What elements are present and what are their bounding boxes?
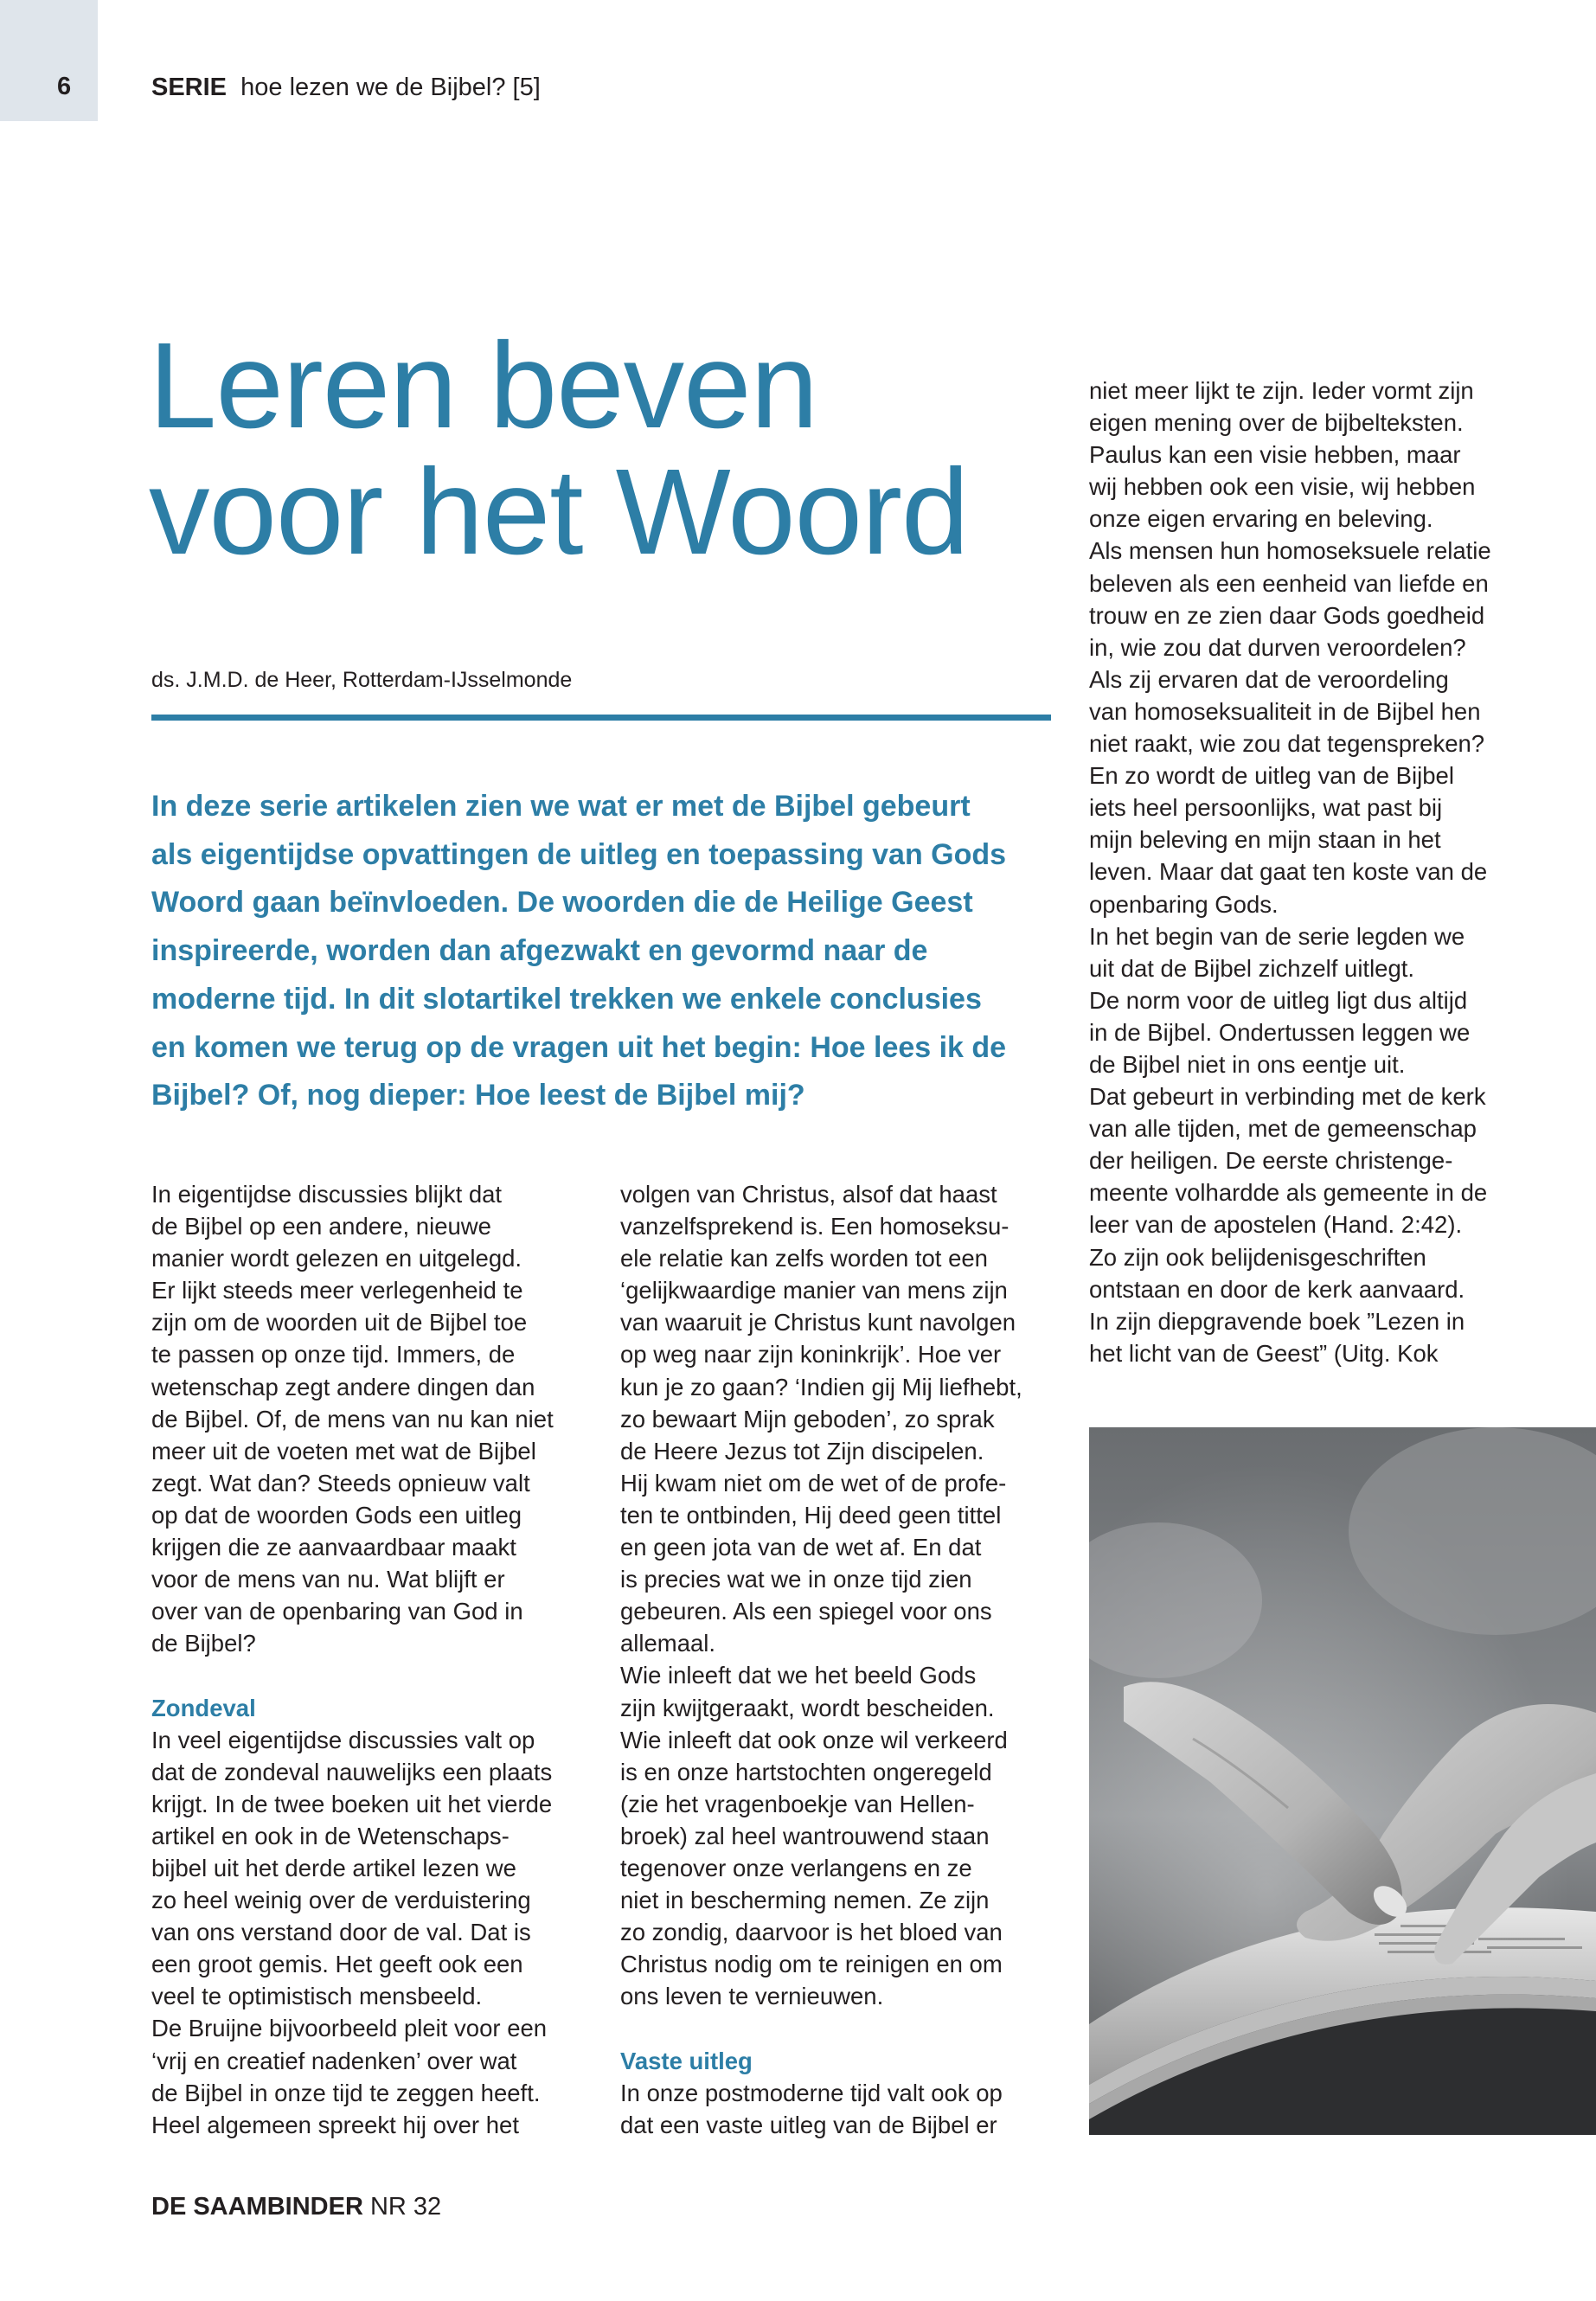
body-line: zo bewaart Mijn geboden’, zo sprak [620,1405,995,1433]
body-line: de Heere Jezus tot Zijn discipelen. [620,1437,984,1465]
body-line: wetenschap zegt andere dingen dan [151,1373,535,1400]
body-line: krijgen die ze aanvaardbaar maakt [151,1534,516,1561]
body-line: zijn om de woorden uit de Bijbel toe [151,1309,528,1336]
intro-line: Bijbel? Of, nog dieper: Hoe leest de Bijbel mij? [151,1079,805,1112]
body-line: In veel eigentijdse discussies valt op [151,1726,535,1753]
paragraph-gap [620,2012,1061,2044]
body-line: volgen van Christus, alsof dat haast [620,1181,997,1208]
body-line: (zie het vragenboekje van Hellen- [620,1790,975,1817]
body-line: ‘gelijkwaardige manier van mens zijn [620,1277,1008,1304]
article-intro [151,783,1060,1120]
body-line: zijn kwijtgeraakt, wordt bescheiden. [620,1694,995,1721]
body-line: Er lijkt steeds meer verlegenheid te [151,1277,523,1304]
page-number: 6 [57,73,72,100]
body-line: vanzelfsprekend is. Een homoseksu- [620,1213,1010,1240]
body-line: de Bijbel niet in ons eentje uit. [1089,1050,1406,1078]
body-line: beleven als een eenheid van liefde en [1089,569,1489,597]
title-line: voor het Woord [149,443,969,580]
body-line: niet raakt, wie zou dat tegenspreken? [1089,730,1485,758]
body-line: te passen op onze tijd. Immers, de [151,1341,516,1368]
body-line: is en onze hartstochten ongeregeld [620,1758,992,1785]
body-column-1 [151,1178,593,2141]
body-line: en geen jota van de wet af. En dat [620,1534,982,1561]
body-line: zo heel weinig over de verduistering [151,1887,531,1914]
body-line: van homoseksualiteit in de Bijbel hen [1089,697,1481,725]
body-line: dat de zondeval nauwelijks een plaats [151,1758,553,1785]
body-line: bijbel uit het derde artikel lezen we [151,1854,516,1881]
finger-on-bible-illustration [1089,1427,1596,2135]
author-byline: ds. J.M.D. de Heer, Rotterdam-IJsselmonde [151,668,573,692]
body-line: een groot gemis. Het geeft ook een [151,1951,523,1978]
body-line: Als mensen hun homoseksuele relatie [1089,537,1491,565]
intro-line: als eigentijdse opvattingen de uitleg en toepassing van Gods [151,837,1007,871]
body-line: niet meer lijkt te zijn. Ieder vormt zijn [1089,377,1474,404]
body-line: veel te optimistisch mensbeeld. [151,1983,483,2010]
body-line: meente volhardde als gemeente in de [1089,1179,1488,1207]
body-line: allemaal. [620,1630,716,1657]
body-line: leven. Maar dat gaat ten koste van de [1089,858,1488,886]
body-line: En zo wordt de uitleg van de Bijbel [1089,762,1454,790]
page-number-tab [0,0,98,121]
body-line: Wie inleeft dat ook onze wil verkeerd [620,1726,1008,1753]
body-line: de Bijbel in onze tijd te zeggen heeft. [151,2079,541,2106]
body-line: zegt. Wat dan? Steeds opnieuw valt [151,1469,530,1497]
body-line: ons leven te vernieuwen. [620,1983,884,2010]
body-line: ele relatie kan zelfs worden tot een [620,1245,988,1272]
body-line: eigen mening over de bijbelteksten. [1089,409,1464,437]
body-line: Dat gebeurt in verbinding met de kerk [1089,1083,1486,1111]
body-line: is precies wat we in onze tijd zien [620,1566,972,1593]
body-line: Hij kwam niet om de wet of de profe- [620,1469,1007,1497]
body-line: iets heel persoonlijks, wat past bij [1089,794,1443,822]
body-line: In eigentijdse discussies blijkt dat [151,1181,503,1208]
body-column-3 [1089,375,1548,1369]
body-line: artikel en ook in de Wetenschaps- [151,1822,510,1849]
body-line: op weg naar zijn koninkrijk’. Hoe ver [620,1341,1002,1368]
body-line: trouw en ze zien daar Gods goedheid [1089,601,1485,629]
subheading-zondeval: Zondeval [151,1694,256,1721]
body-line: gebeuren. Als een spiegel voor ons [620,1598,992,1625]
body-line: ten te ontbinden, Hij deed geen tittel [620,1501,1002,1529]
body-line: zo zondig, daarvoor is het bloed van [620,1919,1003,1946]
body-line: Heel algemeen spreekt hij over het [151,2111,519,2138]
body-line: manier wordt gelezen en uitgelegd. [151,1245,522,1272]
body-line: de Bijbel? [151,1630,256,1657]
magazine-name: DE SAAMBINDER [151,2193,363,2221]
intro-line: moderne tijd. In dit slotartikel trekken we enkele conclusies [151,982,982,1016]
body-line: Als zij ervaren dat de veroordeling [1089,665,1449,693]
body-line: Zo zijn ook belijdenisgeschriften [1089,1243,1426,1271]
body-line: openbaring Gods. [1089,890,1279,918]
body-line: op dat de woorden Gods een uitleg [151,1501,522,1529]
body-line: onze eigen ervaring en beleving. [1089,505,1433,533]
article-title [149,317,1057,580]
title-divider [151,715,1051,721]
body-line: In zijn diepgravende boek ”Lezen in [1089,1307,1465,1335]
body-line: krijgt. In de twee boeken uit het vierde [151,1790,553,1817]
body-line: dat een vaste uitleg van de Bijbel er [620,2111,997,2138]
body-line: tegenover onze verlangens en ze [620,1854,972,1881]
intro-line: en komen we terug op de vragen uit het begin: Hoe lees ik de [151,1030,1007,1064]
body-line: Paulus kan een visie hebben, maar [1089,441,1461,469]
body-line: uit dat de Bijbel zichzelf uitlegt. [1089,954,1415,982]
body-line: niet in bescherming nemen. Ze zijn [620,1887,990,1914]
body-line: van waaruit je Christus kunt navolgen [620,1309,1016,1336]
subheading-vaste-uitleg: Vaste uitleg [620,2047,753,2074]
body-line: In onze postmoderne tijd valt ook op [620,2079,1003,2106]
series-label: SERIE [151,74,228,101]
body-line: leer van de apostelen (Hand. 2:42). [1089,1211,1463,1239]
body-line: mijn beleving en mijn staan in het [1089,826,1441,854]
body-column-2 [620,1178,1061,2141]
paragraph-gap [151,1659,593,1691]
body-line: van ons verstand door de val. Dat is [151,1919,531,1946]
body-line: In het begin van de serie legden we [1089,922,1465,950]
intro-line: In deze serie artikelen zien we wat er met de Bijbel gebeurt [151,790,971,823]
body-line: voor de mens van nu. Wat blijft er [151,1566,505,1593]
intro-line: inspireerde, worden dan afgezwakt en gevormd naar de [151,934,928,968]
series-header [151,74,541,102]
magazine-footer [151,2193,441,2221]
series-title: hoe lezen we de Bijbel? [5] [240,74,541,101]
body-line: broek) zal heel wantrouwend staan [620,1822,990,1849]
body-line: de Bijbel op een andere, nieuwe [151,1213,491,1240]
body-line: over van de openbaring van God in [151,1598,523,1625]
body-line: in de Bijbel. Ondertussen leggen we [1089,1018,1471,1046]
issue-number: NR 32 [369,2193,442,2221]
body-line: het licht van de Geest” (Uitg. Kok [1089,1339,1439,1367]
body-line: De Bruijne bijvoorbeeld pleit voor een [151,2015,548,2042]
body-line: Christus nodig om te reinigen en om [620,1951,1003,1978]
body-line: de Bijbel. Of, de mens van nu kan niet [151,1405,554,1433]
intro-line: Woord gaan beïnvloeden. De woorden die de Heilige Geest [151,886,973,920]
body-line: wij hebben ook een visie, wij hebben [1089,473,1476,501]
bible-reading-photo [1089,1427,1596,2135]
body-line: in, wie zou dat durven veroordelen? [1089,633,1466,661]
title-line: Leren beven [149,317,817,453]
body-line: Wie inleeft dat we het beeld Gods [620,1662,977,1689]
body-line: ‘vrij en creatief nadenken’ over wat [151,2047,517,2074]
body-line: der heiligen. De eerste christenge- [1089,1147,1453,1175]
body-line: meer uit de voeten met wat de Bijbel [151,1437,536,1465]
body-line: van alle tijden, met de gemeenschap [1089,1115,1477,1143]
body-line: ontstaan en door de kerk aanvaard. [1089,1275,1465,1303]
body-line: kun je zo gaan? ‘Indien gij Mij liefhebt, [620,1373,1022,1400]
body-line: De norm voor de uitleg ligt dus altijd [1089,986,1468,1014]
